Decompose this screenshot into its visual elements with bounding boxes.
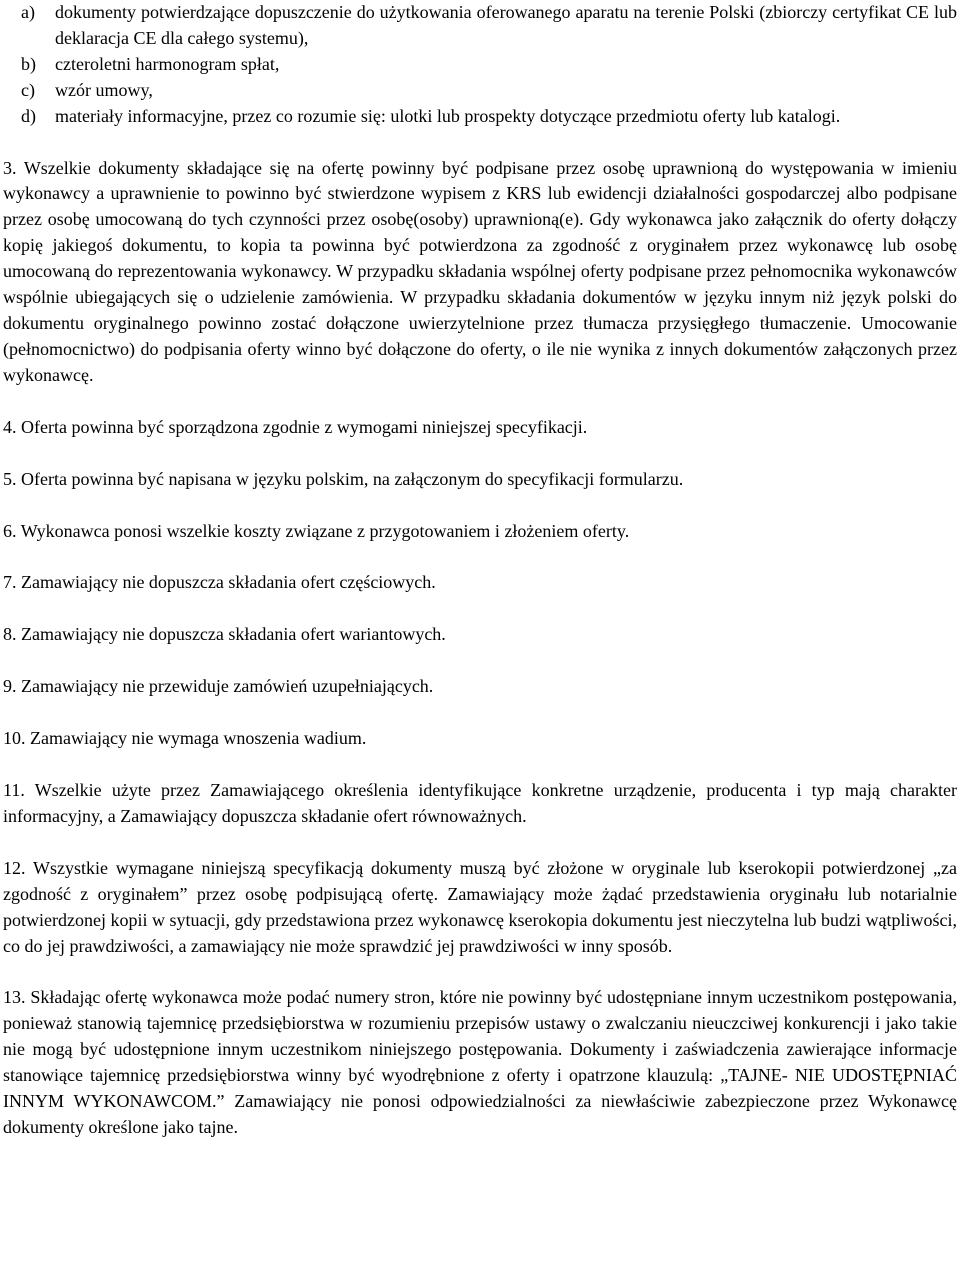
paragraph-8 [3,622,957,648]
paragraph-number: 13. [3,987,26,1008]
paragraph-number: 3. [3,157,17,178]
paragraph-5 [3,467,957,493]
paragraph-6 [3,519,957,545]
paragraph-13 [3,985,957,1140]
paragraph-text: Zamawiający nie dopuszcza składania ofert wariantowych. [21,624,446,645]
paragraph-text: Oferta powinna być sporządzona zgodnie z wymogami niniejszej specyfikacji. [21,416,588,437]
list-marker: b) [21,53,36,74]
list-marker: d) [21,105,36,126]
list-item-text: czteroletni harmonogram spłat, [55,53,280,74]
paragraph-number: 11. [3,780,25,801]
paragraph-7 [3,570,957,596]
paragraph-number: 10. [3,728,26,749]
paragraph-text: Wszelkie dokumenty składające się na ofertę powinny być podpisane przez osobę uprawnioną do występowania w imieniu wykonawcy a uprawnienie to powinno być stwierdzone wypisem z KRS lub ewidencji działalności gospodarczej albo podpisane przez osobę umocowaną do tych czynności przez osobę(osoby) uprawnioną(e). Gdy wykonawca jako załącznik do oferty dołączy kopię jakiegoś dokumentu, to kopia ta powinna być potwierdzona za zgodność z oryginałem przez wykonawcę lub osobę umocowaną do reprezentowania wykonawcy. W przypadku składania wspólnej oferty podpisane przez pełnomocnika wykonawców wspólnie ubiegających się o udzielenie zamówienia. W przypadku składania dokumentów w języku innym niż język polski do dokumentu oryginalnego powinno zostać dołączone uwierzytelnione przez tłumacza przysięgłego tłumaczenie. Umocowanie (pełnomocnictwo) do podpisania oferty winno być dołączone do oferty, o ile nie wynika z innych dokumentów załączonych przez wykonawcę. [3,157,957,385]
list-item-text: dokumenty potwierdzające dopuszczenie do użytkowania oferowanego aparatu na terenie Polski (zbiorczy certyfikat CE lub deklaracja CE dla całego systemu), [55,2,957,48]
list-item [3,0,957,52]
paragraph-number: 5. [3,468,17,489]
list-marker: a) [21,2,35,22]
paragraph-text: Zamawiający nie przewiduje zamówień uzupełniających. [21,676,434,697]
paragraph-number: 8. [3,624,17,645]
paragraph-11 [3,778,957,830]
paragraph-number: 6. [3,520,17,541]
list-item [3,104,957,130]
paragraph-10 [3,726,957,752]
paragraph-9 [3,674,957,700]
paragraph-text: Oferta powinna być napisana w języku polskim, na załączonym do specyfikacji formularzu. [21,468,684,489]
paragraph-number: 12. [3,857,26,878]
list-item-text: materiały informacyjne, przez co rozumie się: ulotki lub prospekty dotyczące przedmiotu oferty lub katalogi. [55,105,841,126]
paragraph-12 [3,856,957,960]
paragraph-text: Wykonawca ponosi wszelkie koszty związane z przygotowaniem i złożeniem oferty. [20,520,630,541]
paragraph-text: Zamawiający nie wymaga wnoszenia wadium. [30,728,367,749]
paragraph-number: 4. [3,416,17,437]
paragraph-number: 7. [3,572,17,593]
paragraph-text: Wszystkie wymagane niniejszą specyfikacją dokumenty muszą być złożone w oryginale lub kserokopii potwierdzonej „za zgodność z oryginałem” przez osobę podpisującą ofertę. Zamawiający może żądać przedstawienia oryginału lub notarialnie potwierdzonej kopii w sytuacji, gdy przedstawiona przez wykonawcę kserokopia dokumentu jest nieczytelna lub budzi wątpliwości, co do jej prawdziwości, a zamawiający nie może sprawdzić jej prawdziwości w inny sposób. [3,857,957,956]
paragraph-4 [3,415,957,441]
paragraph-text: Składając ofertę wykonawca może podać numery stron, które nie powinny być udostępniane innym uczestnikom postępowania, ponieważ stanowią tajemnicę przedsiębiorstwa w rozumieniu przepisów ustawy o zwalczaniu nieuczciwej konkurencji i jako takie nie mogą być udostępnione innym uczestnikom niniejszego postępowania. Dokumenty i zaświadczenia zawierające informacje stanowiące tajemnicę przedsiębiorstwa winny być wyodrębnione z oferty i opatrzone klauzulą: „TAJNE- NIE UDOSTĘPNIAĆ INNYM WYKONAWCOM.” Zamawiający nie ponosi odpowiedzialności za niewłaściwie zabezpieczone przez Wykonawcę dokumenty określone jako tajne. [3,987,957,1137]
paragraph-number: 9. [3,676,17,697]
paragraph-text: Wszelkie użyte przez Zamawiającego określenia identyfikujące konkretne urządzenie, producenta i typ mają charakter informacyjny, a Zamawiający dopuszcza składanie ofert równoważnych. [3,780,957,826]
list-marker: c) [21,79,35,100]
list-item [3,52,957,78]
list-item-text: wzór umowy, [55,79,153,100]
list-item [3,78,957,104]
document-list [3,0,957,130]
paragraph-text: Zamawiający nie dopuszcza składania ofert częściowych. [21,572,436,593]
paragraph-3 [3,156,957,389]
